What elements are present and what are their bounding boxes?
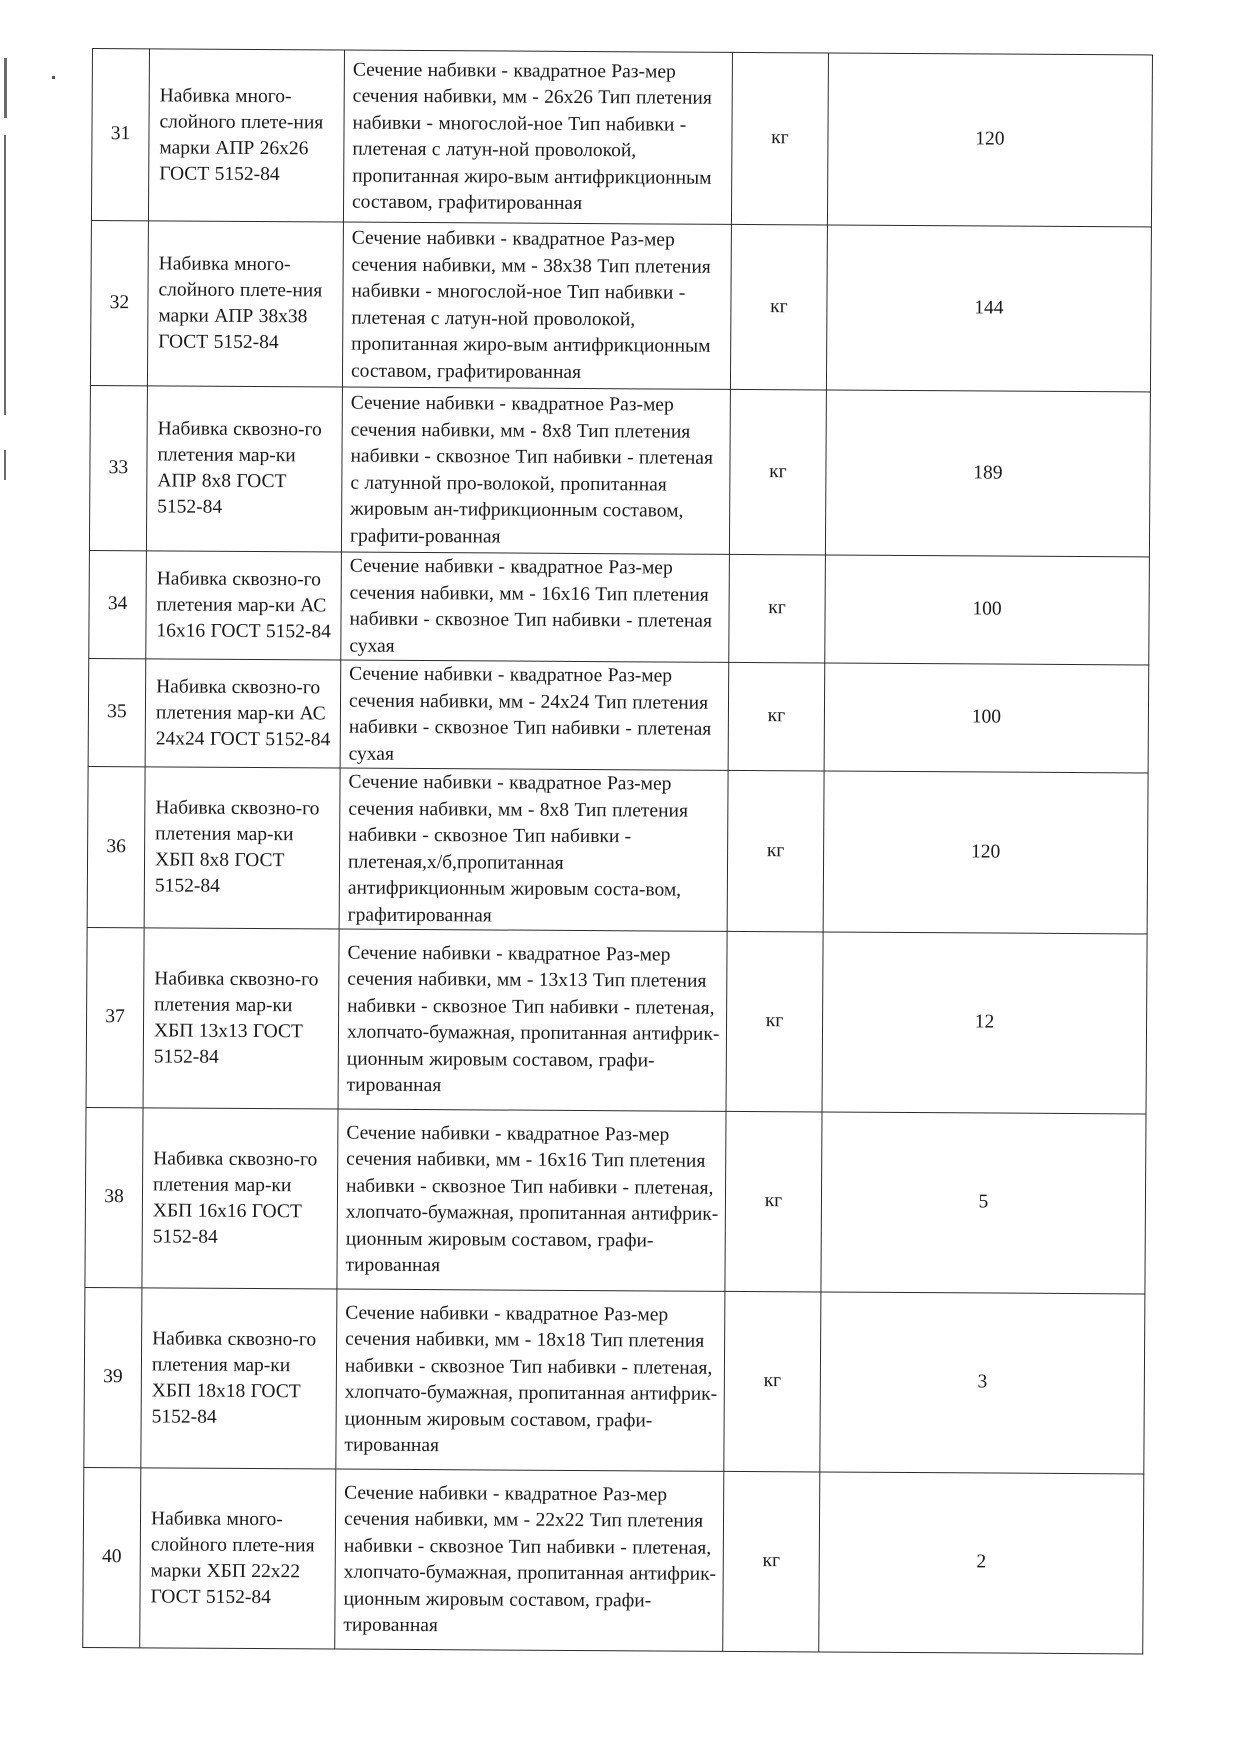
item-description: Сечение набивки - квадратное Раз-мер сечения набивки, мм - 8х8 Тип плетения набивки - сквозное Тип набивки - плетеная,х/б,пропитанная антифрикционным жировым соста-вом, графитированная bbox=[339, 768, 728, 931]
item-quantity: 144 bbox=[826, 225, 1151, 392]
row-number: 32 bbox=[90, 220, 148, 385]
item-unit: кг bbox=[724, 1291, 821, 1472]
item-name: Набивка много-слойного плете-ния марки АПР 38х38 ГОСТ 5152-84 bbox=[147, 221, 343, 387]
table-row bbox=[84, 1287, 1145, 1473]
row-number: 33 bbox=[89, 385, 147, 550]
table-row bbox=[88, 658, 1149, 772]
item-name: Набивка сквозно-го плетения мар-ки ХБП 18х18 ГОСТ 5152-84 bbox=[141, 1288, 337, 1469]
item-unit: кг bbox=[727, 770, 824, 932]
item-description: Сечение набивки - квадратное Раз-мер сечения набивки, мм - 24х24 Тип плетения набивки - сквозное Тип набивки - плетеная сухая bbox=[340, 660, 729, 770]
row-number: 36 bbox=[87, 766, 145, 927]
table-row bbox=[89, 385, 1150, 556]
scan-artifact bbox=[52, 76, 55, 79]
item-quantity: 3 bbox=[820, 1292, 1145, 1474]
scan-artifact bbox=[4, 58, 7, 118]
item-name: Набивка сквозно-го плетения мар-ки ХБП 16х16 ГОСТ 5152-84 bbox=[142, 1108, 338, 1289]
row-number: 38 bbox=[85, 1107, 143, 1287]
item-unit: кг bbox=[729, 554, 826, 663]
table-row bbox=[91, 49, 1152, 227]
table-row bbox=[86, 927, 1147, 1113]
row-number: 34 bbox=[89, 550, 147, 658]
scan-artifact bbox=[4, 450, 6, 480]
item-description: Сечение набивки - квадратное Раз-мер сечения набивки, мм - 38х38 Тип плетения набивки - многослой-ное Тип набивки - плетеная с латун-ной проволокой, пропитанная жиро-вым антифрикционным составом, графитированная bbox=[342, 222, 731, 389]
item-description: Сечение набивки - квадратное Раз-мер сечения набивки, мм - 18х18 Тип плетения набивки - сквозное Тип набивки - плетеная, хлопчато-бумажная, пропитанная антифрик-ционным жировым составом, графи-тированная bbox=[336, 1289, 725, 1471]
item-unit: кг bbox=[726, 931, 823, 1112]
item-name: Набивка сквозно-го плетения мар-ки ХБП 13х13 ГОСТ 5152-84 bbox=[143, 928, 339, 1109]
item-unit: кг bbox=[729, 389, 826, 555]
item-description: Сечение набивки - квадратное Раз-мер сечения набивки, мм - 8х8 Тип плетения набивки - сквозное Тип набивки - плетеная с латунной про-волокой, пропитанная жировым ан-тифрикционным составом, графити-рованная bbox=[341, 387, 730, 554]
item-description: Сечение набивки - квадратное Раз-мер сечения набивки, мм - 16х16 Тип плетения набивки - сквозное Тип набивки - плетеная, хлопчато-бумажная, пропитанная антифрик-ционным жировым составом, графи-тированная bbox=[337, 1109, 726, 1291]
item-quantity: 2 bbox=[819, 1472, 1144, 1654]
item-quantity: 5 bbox=[821, 1112, 1146, 1294]
scan-artifact bbox=[4, 135, 6, 415]
item-name: Набивка сквозно-го плетения мар-ки АПР 8х8 ГОСТ 5152-84 bbox=[146, 386, 342, 552]
item-quantity: 12 bbox=[822, 932, 1147, 1114]
item-name: Набивка много-слойного плете-ния марки АПР 26х26 ГОСТ 5152-84 bbox=[148, 49, 344, 222]
table-row bbox=[85, 1107, 1146, 1293]
row-number: 35 bbox=[88, 658, 146, 766]
item-unit: кг bbox=[730, 224, 827, 390]
item-quantity: 120 bbox=[827, 53, 1152, 227]
item-unit: кг bbox=[725, 1111, 822, 1292]
item-description: Сечение набивки - квадратное Раз-мер сечения набивки, мм - 26х26 Тип плетения набивки - многослой-ное Тип набивки - плетеная с латун-ной проволокой, пропитанная жиро-вым антифрикционным составом, графитированная bbox=[343, 50, 732, 224]
table-row bbox=[89, 550, 1150, 664]
table-row bbox=[90, 220, 1151, 391]
row-number: 37 bbox=[86, 927, 144, 1107]
item-unit: кг bbox=[731, 52, 828, 225]
item-unit: кг bbox=[723, 1471, 820, 1652]
item-name: Набивка сквозно-го плетения мар-ки АС 16х16 ГОСТ 5152-84 bbox=[146, 551, 342, 660]
row-number: 39 bbox=[84, 1287, 142, 1467]
item-name: Набивка сквозно-го плетения мар-ки ХБП 8х8 ГОСТ 5152-84 bbox=[144, 767, 340, 929]
item-unit: кг bbox=[728, 662, 825, 771]
table-row bbox=[87, 766, 1148, 933]
item-name: Набивка сквозно-го плетения мар-ки АС 24х24 ГОСТ 5152-84 bbox=[145, 659, 341, 768]
row-number: 40 bbox=[83, 1467, 141, 1647]
specification-table bbox=[82, 48, 1153, 1654]
item-description: Сечение набивки - квадратное Раз-мер сечения набивки, мм - 13х13 Тип плетения набивки - сквозное Тип набивки - плетеная, хлопчато-бумажная, пропитанная антифрик-ционным жировым составом, графи-тированная bbox=[338, 929, 727, 1111]
item-quantity: 120 bbox=[823, 771, 1148, 934]
row-number: 31 bbox=[91, 49, 149, 221]
item-name: Набивка много-слойного плете-ния марки ХБП 22х22 ГОСТ 5152-84 bbox=[140, 1468, 336, 1649]
item-quantity: 100 bbox=[825, 555, 1150, 665]
table-row bbox=[83, 1467, 1144, 1653]
item-quantity: 100 bbox=[824, 663, 1149, 773]
item-description: Сечение набивки - квадратное Раз-мер сечения набивки, мм - 16х16 Тип плетения набивки - сквозное Тип набивки - плетеная сухая bbox=[341, 552, 730, 662]
item-quantity: 189 bbox=[825, 390, 1150, 557]
item-description: Сечение набивки - квадратное Раз-мер сечения набивки, мм - 22х22 Тип плетения набивки - сквозное Тип набивки - плетеная, хлопчато-бумажная, пропитанная антифрик-ционным жировым составом, графи-тированная bbox=[335, 1469, 724, 1651]
